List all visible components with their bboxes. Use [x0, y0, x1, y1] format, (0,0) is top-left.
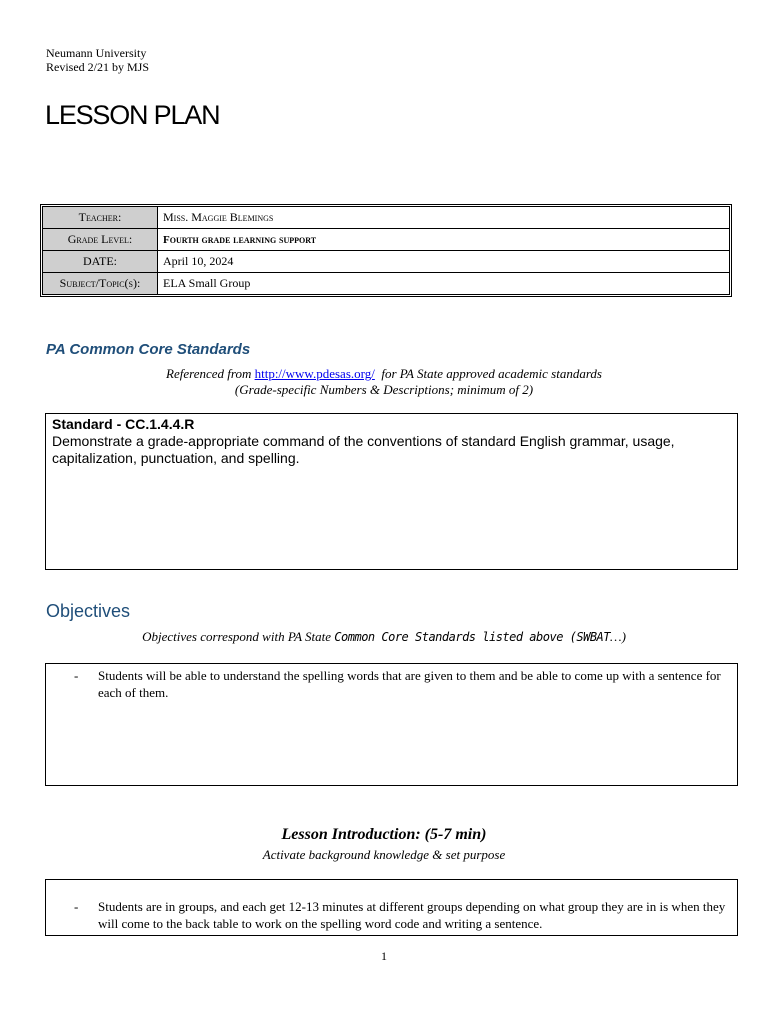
introduction-text: Students are in groups, and each get 12-13 minutes at different groups depending on what group they are in is when they will come to the back table to work on the spelling word code and writing a sentence.: [98, 899, 726, 931]
objectives-note-suffix: …): [610, 629, 626, 644]
table-row: [43, 229, 730, 251]
introduction-box: [45, 879, 738, 936]
grade-level-value: Fourth grade learning support: [158, 229, 730, 251]
grade-specific-note: (Grade-specific Numbers & Descriptions; minimum of 2): [234, 382, 534, 397]
reference-suffix: for PA State approved academic standards: [374, 366, 602, 381]
page-number: 1: [381, 949, 387, 963]
date-label: DATE:: [43, 251, 158, 273]
objective-text: Students will be able to understand the spelling words that are given to them and be able to come up with a sentence for each of them.: [98, 668, 721, 700]
lesson-info-table: [40, 204, 732, 297]
list-item: [74, 667, 729, 701]
objectives-note: [0, 629, 768, 645]
table-row: [43, 207, 730, 229]
table-row: [43, 273, 730, 295]
standard-description: Demonstrate a grade-appropriate command of the conventions of standard English grammar, usage, capitalization, punctuation, and spelling.: [52, 433, 675, 466]
subject-label: Subject/Topic(s):: [43, 273, 158, 295]
objectives-note-prefix: Objectives correspond with PA State: [142, 629, 335, 644]
objectives-box: [45, 663, 738, 786]
list-item: [74, 898, 729, 932]
grade-level-label: Grade Level:: [43, 229, 158, 251]
bullet-dash: -: [74, 899, 79, 914]
standards-reference: [0, 366, 768, 382]
institution-name: Neumann University: [46, 46, 147, 60]
revision-note: Revised 2/21 by MJS: [46, 60, 150, 74]
subject-value: ELA Small Group: [158, 273, 730, 295]
standard-code: Standard - CC.1.4.4.R: [52, 416, 195, 432]
table-row: [43, 251, 730, 273]
bullet-dash: -: [74, 668, 79, 683]
standard-box: [45, 413, 738, 570]
standards-heading: PA Common Core Standards: [46, 341, 251, 358]
document-title: LESSON PLAN: [45, 100, 220, 130]
objectives-note-standards: Common Core Standards listed above (SWBAT: [334, 630, 611, 644]
reference-prefix: Referenced from: [166, 366, 255, 381]
pdesas-link[interactable]: http://www.pdesas.org/: [254, 366, 375, 381]
teacher-value: Miss. Maggie Blemings: [158, 207, 730, 229]
objectives-heading: Objectives: [46, 601, 131, 621]
date-value: April 10, 2024: [158, 251, 730, 273]
introduction-heading: Lesson Introduction: (5-7 min): [281, 826, 487, 843]
teacher-label: Teacher:: [43, 207, 158, 229]
introduction-subtitle: Activate background knowledge & set purpose: [262, 847, 506, 862]
